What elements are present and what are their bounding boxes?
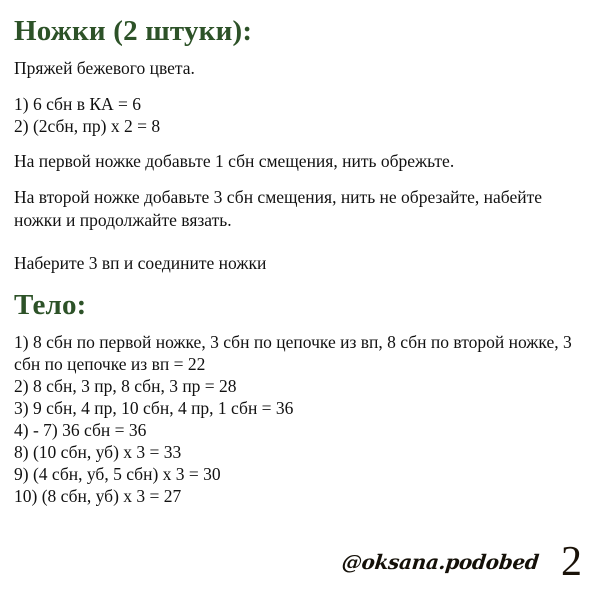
list-item: 3) 9 сбн, 4 пр, 10 сбн, 4 пр, 1 сбн = 36 bbox=[14, 398, 294, 418]
list-item: 4) - 7) 36 сбн = 36 bbox=[14, 420, 147, 440]
section-heading-body: Тело: bbox=[14, 289, 87, 321]
spacer bbox=[14, 245, 584, 252]
list-item: 2) 8 сбн, 3 пр, 8 сбн, 3 пр = 28 bbox=[14, 376, 237, 396]
list-item: 9) (4 сбн, уб, 5 сбн) х 3 = 30 bbox=[14, 464, 221, 484]
list-item: 8) (10 сбн, уб) х 3 = 33 bbox=[14, 442, 182, 462]
page-number: 2 bbox=[561, 539, 582, 585]
legs-yarn-note: Пряжей бежевого цвета. bbox=[14, 58, 195, 78]
body-row-list bbox=[14, 331, 584, 507]
author-handle-watermark: @oksana.podobed bbox=[341, 550, 541, 574]
page-footer bbox=[14, 536, 584, 588]
legs-row-list bbox=[14, 93, 584, 137]
list-item: 2) (2сбн, пр) х 2 = 8 bbox=[14, 116, 161, 136]
list-item: 10) (8 сбн, уб) х 3 = 27 bbox=[14, 486, 182, 506]
list-item: 1) 6 сбн в КА = 6 bbox=[14, 94, 142, 114]
section-heading-legs: Ножки (2 штуки): bbox=[14, 15, 253, 47]
list-item: 1) 8 сбн по первой ножке, 3 сбн по цепочке из вп, 8 сбн по второй ножке, 3 сбн по цепочке из вп = 22 bbox=[14, 332, 572, 374]
legs-note-first: На первой ножке добавьте 1 сбн смещения, нить обрежьте. bbox=[14, 151, 455, 171]
legs-note-join: Наберите 3 вп и соедините ножки bbox=[14, 253, 267, 273]
legs-note-second: На второй ножке добавьте 3 сбн смещения, нить не обрезайте, набейте ножки и продолжайте вязать. bbox=[14, 187, 543, 230]
